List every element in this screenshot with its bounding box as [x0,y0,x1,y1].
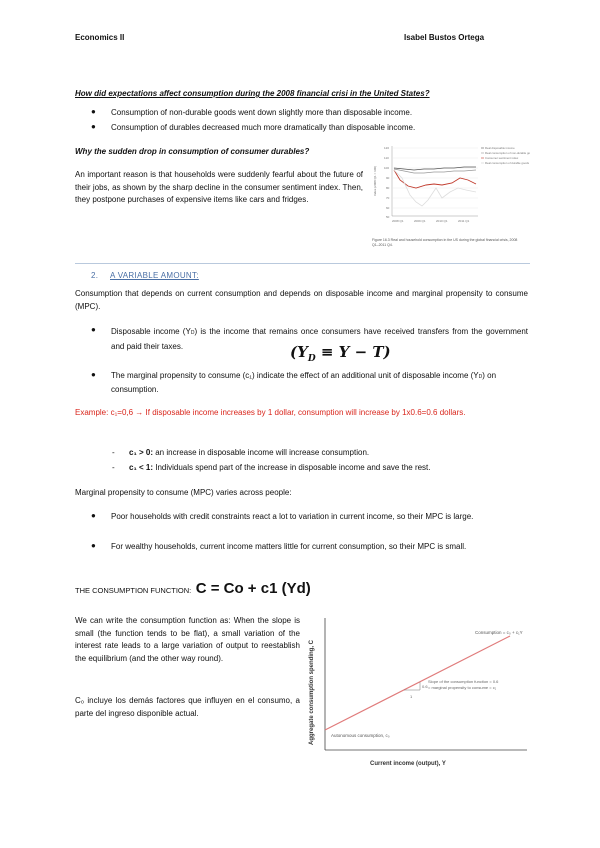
fig-legend: Real consumption of durable goods [485,161,530,165]
graph-autonomous-label: Autonomous consumption, c₀ [331,733,390,738]
section-title: A VARIABLE AMOUNT: [110,271,199,280]
bullet-icon: ● [91,325,96,334]
q1-bullet-1: Consumption of non-durable goods went down slightly more than disposable income. [111,108,413,117]
bullet-icon: ● [91,122,96,131]
fig-ytick: 70 [386,196,390,200]
fig-ytick: 120 [384,146,390,150]
dash-icon: - [112,463,115,472]
fig-xtick: 2009 Q1 [414,219,426,223]
mpc-bullet-1: Poor households with credit constraints react a lot to variation in current income, so their MPC is large. [111,512,474,521]
cf-heading: THE CONSUMPTION FUNCTION: C = Co + c1 (Yd) [75,580,311,597]
graph-ylabel: Aggregate consumption spending, C [309,639,315,745]
header-left: Economics II [75,33,125,42]
fig-ytick: 90 [386,176,390,180]
yd-formula: $(Y_D \equiv Y - T)$ [290,343,391,364]
case-1: c₁ > 0: an increase in disposable income will increase consumption. [129,448,370,457]
series-disposable-income [394,167,476,170]
fig-legend: Real consumption of non-durable goods [485,151,530,155]
series-sentiment [394,170,476,188]
bullet-icon: ● [91,370,96,379]
mpc-bullet-2: For wealthy households, current income matters little for current consumption, so their MPC is small. [111,542,467,551]
fig-ytick: 50 [386,215,390,219]
q2-paragraph: An important reason is that households were suddenly fearful about the future of their jobs, as shown by the sharp decline in the consumer sentiment index. Then, they postpone purchases of expensive items like cars and fridges. [75,170,363,204]
graph-slope-label: Slope of the consumption function = 0.6 [428,679,499,684]
figure-caption: Figure 16.3 Real and household consumption in the US during the global financial crisis, 2008 Q1–2011 Q4. [372,238,518,247]
graph-rise: 0.6 [422,684,428,689]
intro-paragraph: Consumption that depends on current consumption and depends on disposable income and marginal propensity to consume (MPC). [75,289,528,311]
bullet-icon: ● [91,511,96,520]
cf-paragraph: We can write the consumption function as: When the slope is small (the function tends to be flat), a small variation of the interest rate leads to a large variation of output to reestablish the equilibrium (and the other way round). [75,616,300,663]
case-2: c₁ < 1: Individuals spend part of the increase in disposable income and save the rest. [129,463,431,472]
fig-legend: Consumer sentiment index [485,156,519,160]
fig-legend: Real disposable income [485,146,515,150]
mpc-varies: Marginal propensity to consume (MPC) varies across people: [75,488,292,497]
section-rule [75,263,530,264]
fig-xtick: 2010 Q1 [436,219,448,223]
consumption-graph [305,612,530,772]
yd-definition: Disposable income (YD) is the income that remains once consumers have received transfers from the government and paid their taxes. [111,327,529,351]
fig-ytick: 60 [386,206,390,210]
bullet-icon: ● [91,107,96,116]
q2-title: Why the sudden drop in consumption of consumer durables? [75,147,310,156]
section-number: 2. [91,271,99,280]
bullet-icon: ● [91,541,96,550]
graph-xlabel: Current income (output), Y [370,761,446,767]
fig-ytick: 80 [386,186,390,190]
consumption-graph-svg [305,612,530,772]
fig-ytick: 110 [384,156,389,160]
graph-run: 1 [410,694,413,699]
fig-xtick: 2011 Q1 [458,219,470,223]
q1-title: How did expectations affect consumption during the 2008 financial crisi in the United States? [75,89,430,98]
fig-ytick: 100 [384,166,390,170]
example-paragraph: Example: c₁=0,6 → If disposable income increases by 1 dollar, consumption will increase by 1x0.6=0.6 dollars. [75,408,466,417]
mpc-definition: The marginal propensity to consume (c₁) indicate the effect of an additional unit of disposable income (YD) on consumption. [111,371,497,394]
fig-xtick: 2008 Q1 [392,219,404,223]
cf-paragraph-2: C₀ incluye los demás factores que influyen en el consumo, a parte del ingreso disponible actual. [75,696,300,718]
fig-ylabel: Index (2008 Q1 = 100) [373,165,377,196]
header-right: Isabel Bustos Ortega [404,33,485,42]
graph-line-label: Consumption = c₀ + c₁Y [475,630,523,635]
graph-slope-label-2: = marginal propensity to consume = c₁ [428,685,497,690]
expectations-figure [370,140,530,258]
dash-icon: - [112,448,115,457]
q1-bullet-2: Consumption of durables decreased much more dramatically than disposable income. [111,123,416,132]
